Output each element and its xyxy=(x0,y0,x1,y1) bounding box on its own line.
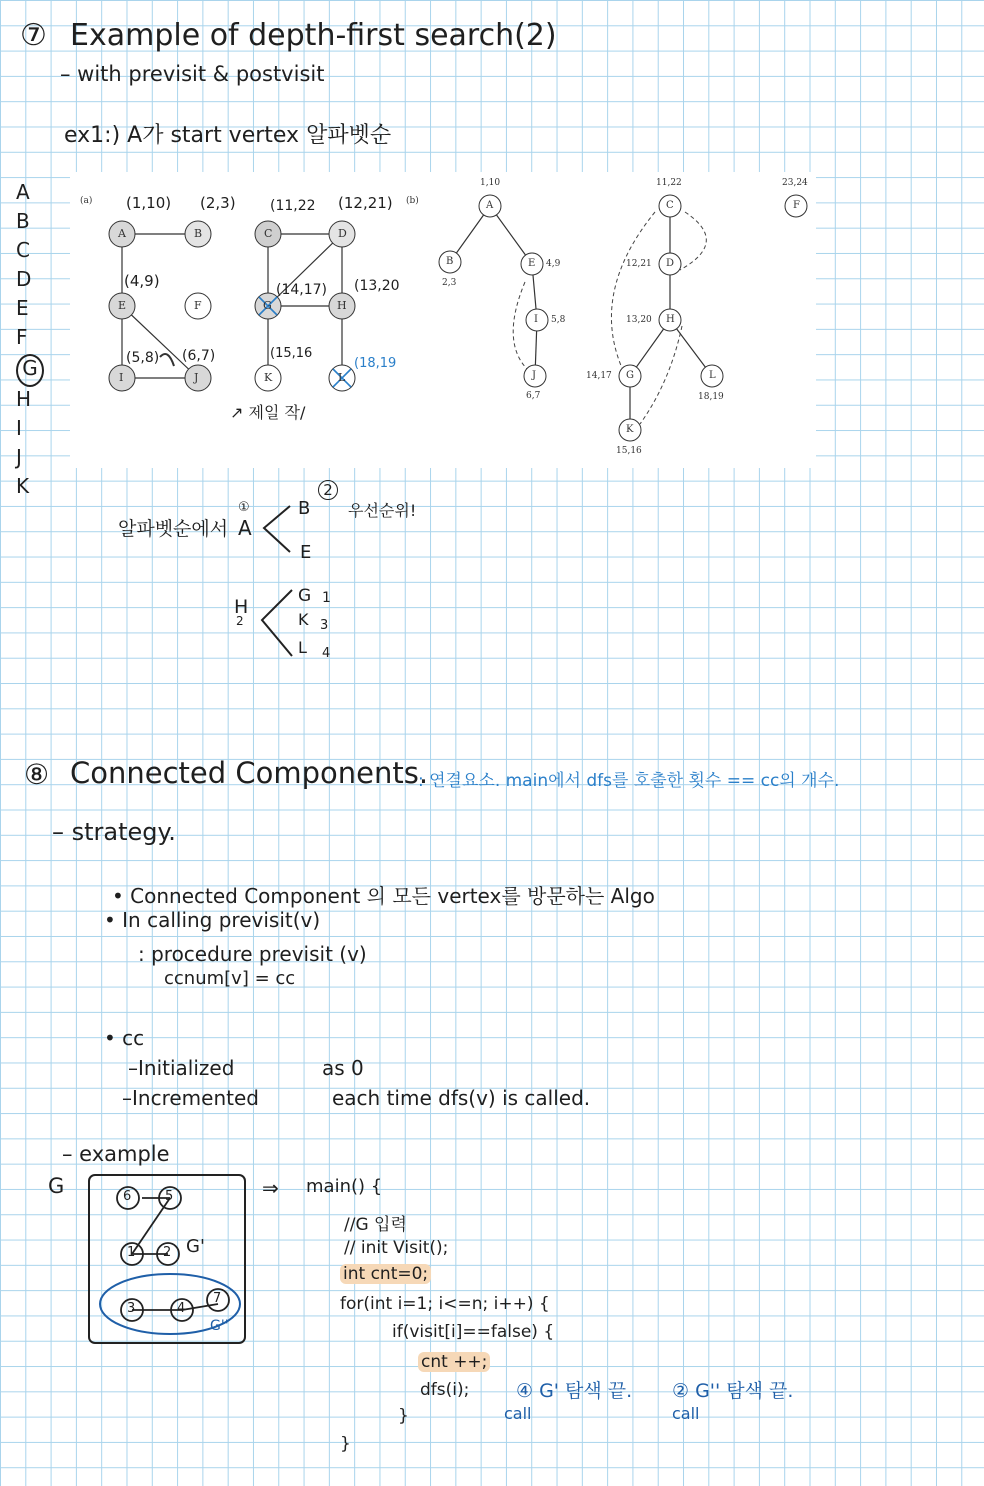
order-g: G xyxy=(298,586,312,606)
alphabet-item: F xyxy=(16,325,28,349)
example-node: 3 xyxy=(127,1301,136,1316)
bullet-2-text: In calling previsit(v) xyxy=(122,908,321,932)
tree-num-i: 5,8 xyxy=(551,315,566,325)
node-a: A xyxy=(118,227,126,240)
alphabet-item-circled: G xyxy=(16,354,44,387)
tree-node-d: D xyxy=(666,258,675,269)
example-node: 1 xyxy=(127,1245,136,1260)
order-brace-2 xyxy=(254,586,298,662)
alphabet-item: A xyxy=(16,180,30,204)
bullet-3-text: cc xyxy=(122,1026,145,1050)
tree-num-e: 4,9 xyxy=(546,259,561,269)
example-label: – example xyxy=(62,1142,170,1166)
alphabet-item: K xyxy=(16,474,30,498)
node-k: K xyxy=(264,371,273,384)
section-8-number: ⑧ xyxy=(24,758,50,791)
node-e: E xyxy=(118,299,127,312)
node-b: B xyxy=(194,227,203,240)
alphabet-item: E xyxy=(16,296,29,320)
order-a: A xyxy=(238,516,252,540)
annotation-g-prime-call: call xyxy=(504,1404,532,1423)
order-h-tag: 2 xyxy=(236,614,244,628)
note-j: (6,7) xyxy=(182,348,216,364)
node-h: H xyxy=(337,299,347,312)
code-line-6: if(visit[i]==false) { xyxy=(392,1322,555,1342)
code-line-5: for(int i=1; i<=n; i++) { xyxy=(340,1294,550,1314)
code-line-3: // init Visit(); xyxy=(344,1238,449,1258)
code-line-2: //G 입력 xyxy=(344,1215,407,1235)
bullet-2 xyxy=(104,908,320,932)
tree-node-h: H xyxy=(666,314,675,325)
note-h: (13,20 xyxy=(354,278,400,294)
code-line-4: int cnt=0; xyxy=(340,1264,431,1284)
figure-label-b: (b) xyxy=(406,196,419,206)
tree-num-c: 11,22 xyxy=(656,178,682,188)
order-g-num: 1 xyxy=(322,590,331,606)
example-node: 4 xyxy=(177,1301,186,1316)
priority-note: 우선순위! xyxy=(348,501,417,520)
g-double-label: G'' xyxy=(210,1318,229,1334)
tree-node-c: C xyxy=(666,200,674,211)
initialized-label: –Initialized xyxy=(128,1056,235,1080)
code-line-1: main() { xyxy=(306,1176,383,1197)
bullet-2b: ccnum[v] = cc xyxy=(164,968,296,989)
tree-node-f: F xyxy=(793,200,800,211)
tree-node-i: I xyxy=(534,314,538,325)
section-8-note: : 연결요소. main에서 dfs를 호출한 횟수 == cc의 개수. xyxy=(418,771,840,791)
alphabet-item: H xyxy=(16,387,32,411)
figure-label-a: (a) xyxy=(80,196,93,206)
incremented-value: each time dfs(v) is called. xyxy=(332,1086,591,1110)
tree-node-j: J xyxy=(532,370,537,381)
note-l: (18,19 xyxy=(354,356,397,371)
order-k: K xyxy=(298,610,309,629)
alphabet-item: D xyxy=(16,267,32,291)
bullet-2a: : procedure previsit (v) xyxy=(138,942,367,966)
note-c: (11,22 xyxy=(270,198,316,214)
tree-node-k: K xyxy=(626,424,634,435)
node-g: G xyxy=(263,299,272,312)
g-prime-label: G' xyxy=(186,1236,205,1257)
tree-num-h: 13,20 xyxy=(626,315,652,325)
section-8-title: Connected Components. xyxy=(70,756,429,790)
note-k: (15,16 xyxy=(270,346,313,361)
order-l-num: 4 xyxy=(322,646,331,661)
node-l: L xyxy=(338,371,346,384)
strategy-label: – strategy. xyxy=(52,818,176,846)
alphabet-item: I xyxy=(16,416,22,440)
annotation-g-prime: ④ G' 탐색 끝. xyxy=(516,1380,633,1402)
tree-node-e: E xyxy=(528,258,536,269)
alphabet-item: J xyxy=(16,445,22,469)
bullet-dot: • xyxy=(112,884,131,908)
tree-num-g: 14,17 xyxy=(586,371,612,381)
order-b: B xyxy=(298,498,311,519)
annotation-g-double-call: call xyxy=(672,1404,700,1423)
tree-num-a: 1,10 xyxy=(480,178,501,188)
tree-num-f: 23,24 xyxy=(782,178,808,188)
section-7-title: Example of depth-first search(2) xyxy=(70,18,557,53)
tree-num-j: 6,7 xyxy=(526,391,541,401)
bullet-dot: • xyxy=(104,1026,123,1050)
tree-node-g: G xyxy=(626,370,634,381)
code-line-7: cnt ++; xyxy=(418,1352,490,1372)
incremented-label: –Incremented xyxy=(122,1086,259,1110)
node-f: F xyxy=(194,299,202,312)
note-b: (2,3) xyxy=(200,194,236,212)
textbook-figure xyxy=(70,172,816,468)
note-e: (4,9) xyxy=(124,272,160,290)
section-7-number: ⑦ xyxy=(20,18,47,53)
bullet-1 xyxy=(112,880,655,909)
order-k-num: 3 xyxy=(320,618,329,633)
alpha-order-lead: 알파벳순에서 xyxy=(118,518,229,540)
note-d: (12,21) xyxy=(338,194,393,212)
node-i: I xyxy=(119,371,124,384)
note-i: (5,8) xyxy=(126,350,160,366)
graph-g-label: G xyxy=(48,1174,65,1198)
alphabet-item: B xyxy=(16,209,30,233)
example-node: 6 xyxy=(123,1189,132,1204)
order-l: L xyxy=(298,638,307,657)
example-node: 7 xyxy=(213,1291,222,1306)
tree-num-k: 15,16 xyxy=(616,446,642,456)
tree-num-l: 18,19 xyxy=(698,392,724,402)
bullet-3 xyxy=(104,1026,144,1050)
note-g: (14,17) xyxy=(276,282,328,298)
note-a: (1,10) xyxy=(126,194,172,212)
tree-node-a: A xyxy=(486,200,494,211)
tree-node-l: L xyxy=(709,370,716,381)
alphabet-item: C xyxy=(16,238,30,262)
tree-num-b: 2,3 xyxy=(442,278,457,288)
node-d: D xyxy=(338,227,347,240)
code-line-8: dfs(i); xyxy=(420,1380,470,1400)
graph-figure xyxy=(70,172,816,468)
order-b-tag: 2 xyxy=(318,480,338,500)
order-brace-1 xyxy=(256,500,296,560)
annotation-g-double: ② G'' 탐색 끝. xyxy=(672,1380,794,1402)
example-node: 2 xyxy=(163,1245,172,1260)
alphabet-list xyxy=(16,180,46,503)
order-a-tag: ① xyxy=(238,500,250,515)
example-1-note: ex1:) A가 start vertex 알파벳순 xyxy=(64,123,392,148)
bullet-dot: • xyxy=(104,908,123,932)
note-smallest: ↗ 제일 작/ xyxy=(230,403,306,422)
code-line-10: } xyxy=(340,1434,351,1454)
tree-node-b: B xyxy=(446,256,454,267)
code-line-9: } xyxy=(398,1406,409,1426)
tree-num-d: 12,21 xyxy=(626,259,652,269)
initialized-value: as 0 xyxy=(322,1056,364,1080)
order-e: E xyxy=(300,542,312,563)
example-node: 5 xyxy=(165,1189,174,1204)
node-j: J xyxy=(194,371,199,384)
section-7-subtitle: – with previsit & postvisit xyxy=(60,62,325,86)
order-h: H xyxy=(234,596,249,618)
bullet-1-text: Connected Component 의 모든 vertex를 방문하는 Algo xyxy=(130,884,655,908)
implies-arrow: ⇒ xyxy=(262,1176,279,1200)
node-c: C xyxy=(264,227,273,240)
